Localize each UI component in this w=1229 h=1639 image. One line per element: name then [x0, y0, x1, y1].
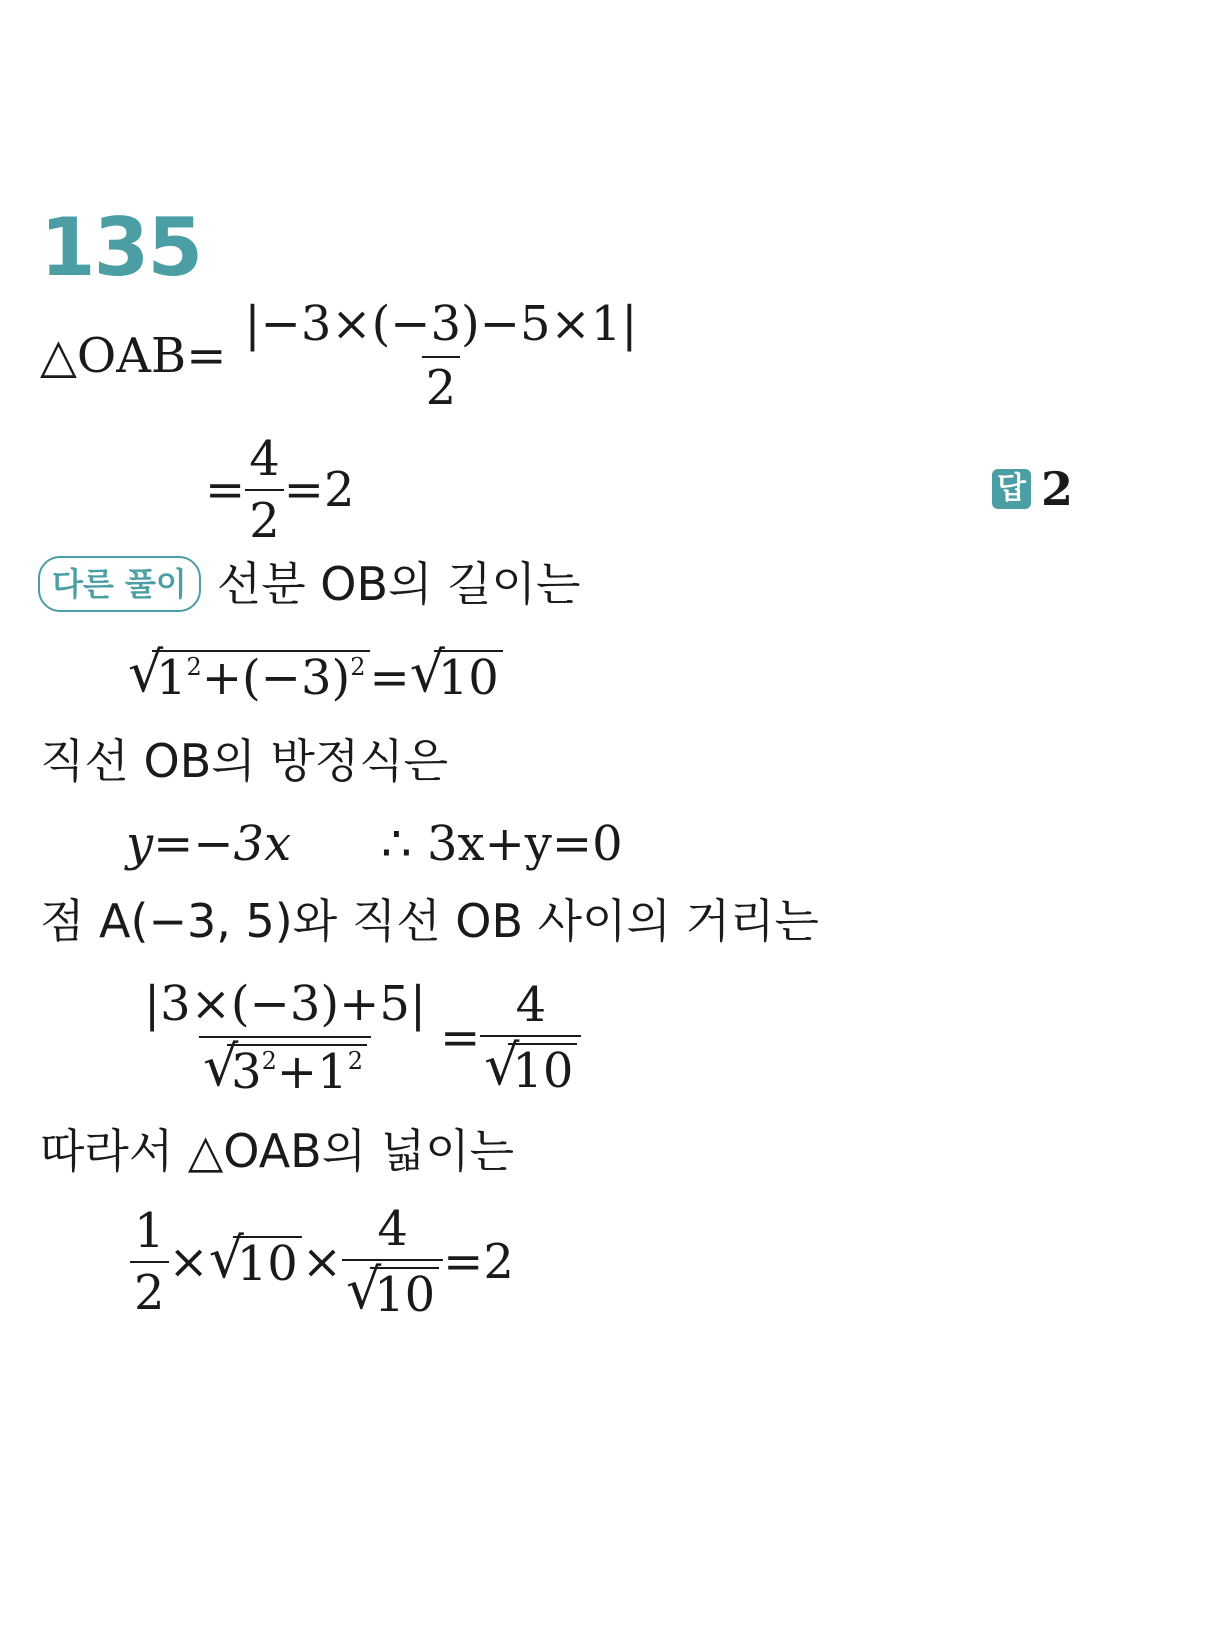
alt-text-1: 선분 OB의 길이는: [216, 557, 581, 611]
alt-text-4: 따라서 △OAB의 넓이는: [40, 1124, 515, 1178]
times-sign: ×: [168, 1234, 209, 1290]
ob-length-line: [128, 641, 503, 706]
half-numerator: 1: [134, 1203, 165, 1259]
dist-den-e2: 2: [347, 1046, 363, 1075]
half-fraction: [130, 1203, 169, 1321]
area-result: =2: [443, 1234, 514, 1290]
radical-icon: √: [128, 641, 164, 705]
area-ratio-den-value: 10: [370, 1267, 439, 1319]
sqrt-a-exp1: 2: [186, 652, 202, 681]
dist-den-a: 3: [231, 1044, 262, 1100]
dist-rden-value: 10: [508, 1043, 577, 1095]
alt-solution-header: [38, 556, 580, 612]
distance-result-numerator: 4: [515, 977, 547, 1033]
distance-equals: =: [440, 1010, 481, 1066]
sqrt-a-base1: 1: [156, 650, 187, 706]
alt-text-2: 직선 OB의 방정식은: [40, 734, 449, 788]
distance-formula: [130, 976, 581, 1100]
line-equation-therefore: ∴ 3x+y=0: [381, 816, 623, 872]
area-fraction: [226, 296, 655, 416]
area-sqrt-value: 10: [233, 1236, 302, 1288]
simplified-fraction: [245, 431, 284, 549]
area-denominator: 2: [422, 356, 461, 412]
answer-badge: 답: [992, 469, 1031, 509]
area-ratio-fraction: [342, 1201, 443, 1323]
alt-text-3: 점 A(−3, 5)와 직선 OB 사이의 거리는: [40, 894, 819, 948]
distance-denominator: [199, 1035, 371, 1100]
equals-sign: =: [205, 462, 246, 518]
sqrt-expr-b: [409, 641, 503, 706]
area-calculation: [130, 1201, 514, 1323]
radical-icon: √: [346, 1258, 382, 1322]
distance-fraction: [130, 976, 440, 1100]
problem-number: 135: [40, 201, 201, 294]
radical-icon: √: [484, 1034, 520, 1098]
ob-length-equals: =: [369, 650, 410, 706]
sqrt-b-value: 10: [434, 650, 503, 702]
sqrt-a-mid: +(−3): [201, 650, 351, 706]
sqrt-a-exp2: 2: [350, 652, 366, 681]
area-ratio-denominator: [342, 1258, 443, 1323]
answer-block: [992, 462, 1073, 516]
half-denominator: 2: [130, 1261, 169, 1317]
radical-icon: √: [203, 1035, 239, 1099]
sqrt-expr-a: [128, 641, 370, 706]
times-sign-2: ×: [301, 1234, 343, 1290]
radical-icon: √: [208, 1227, 244, 1291]
dist-den-b: +1: [276, 1044, 348, 1100]
line-equation: y=−3x: [126, 816, 292, 872]
area-numerator: |−3×(−3)−5×1|: [244, 296, 638, 352]
area-sqrt: [208, 1227, 302, 1292]
radical-icon: √: [409, 641, 445, 705]
answer-value: 2: [1040, 462, 1073, 516]
dist-den-e1: 2: [261, 1046, 277, 1075]
distance-numerator: |3×(−3)+5|: [144, 976, 427, 1032]
distance-result-fraction: [480, 977, 581, 1099]
simplified-denominator: 2: [245, 489, 284, 545]
distance-result-denominator: [480, 1034, 581, 1099]
simplified-result: =2: [283, 462, 355, 518]
simplified-numerator: 4: [249, 431, 280, 487]
area-simplified-line: [205, 431, 355, 549]
area-ratio-numerator: 4: [377, 1201, 408, 1257]
area-formula-line: [40, 296, 655, 416]
alt-solution-badge: 다른 풀이: [38, 556, 201, 612]
line-equation-row: [126, 816, 623, 872]
area-lhs: △OAB=: [40, 328, 227, 384]
